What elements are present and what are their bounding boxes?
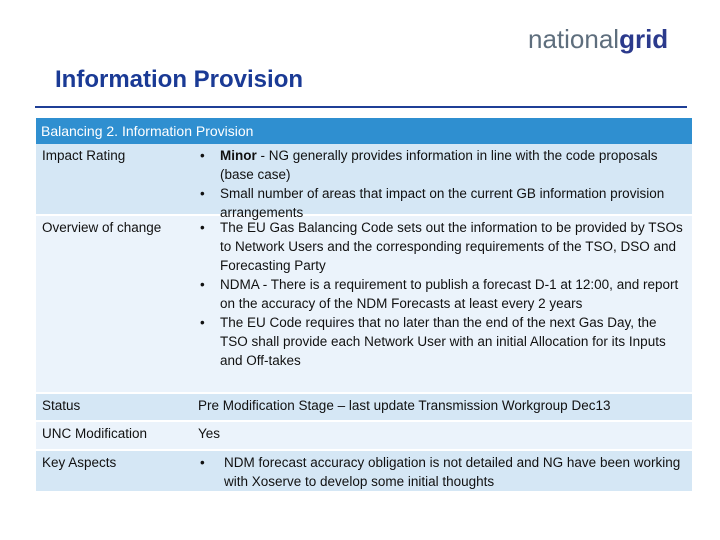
bullet-icon: • — [200, 455, 205, 470]
bullet-item — [196, 313, 686, 370]
bullet-icon: • — [200, 220, 205, 235]
bullet-item — [196, 146, 686, 184]
bullet-text: Small number of areas that impact on the current GB information provision arrangements — [220, 186, 665, 220]
bullet-icon: • — [200, 277, 205, 292]
impact-bullet-list — [196, 146, 686, 222]
table-row-unc-modification — [36, 422, 692, 451]
bullet-strong-text: Minor — [220, 148, 257, 163]
row-label: Overview of change — [42, 220, 162, 235]
national-grid-logo — [528, 24, 688, 55]
bullet-icon: • — [200, 186, 205, 201]
row-label: Status — [42, 398, 81, 413]
row-content — [194, 144, 692, 220]
bullet-text: NDMA - There is a requirement to publish a forecast D-1 at 12:00, and report on the accuracy of the NDM Forecasts at least every 2 years — [220, 277, 679, 311]
bullet-text: - NG generally provides information in line with the code proposals (base case) — [220, 148, 658, 182]
bullet-icon: • — [200, 148, 205, 163]
table-row-key-aspects — [36, 451, 692, 493]
table-row-status — [36, 394, 692, 422]
table-row-overview-of-change — [36, 216, 692, 394]
bullet-text: The EU Code requires that no later than the end of the next Gas Day, the TSO shall provide each Network User with an initial Allocation for its Inputs and Off-takes — [220, 315, 666, 368]
bullet-item — [196, 184, 686, 222]
row-value: Pre Modification Stage – last update Transmission Workgroup Dec13 — [198, 398, 611, 413]
key-aspects-bullet-list — [196, 453, 686, 491]
bullet-text: The EU Gas Balancing Code sets out the information to be provided by TSOs to Network Users and the corresponding requirements of the TSO, DSO and Forecasting Party — [220, 220, 683, 273]
page-title: Information Provision — [55, 66, 304, 93]
bullet-item — [196, 218, 686, 275]
row-label: Impact Rating — [42, 148, 126, 163]
bullet-text: NDM forecast accuracy obligation is not detailed and NG have been working with Xoserve to develop some initial thoughts — [224, 455, 681, 489]
title-divider — [35, 106, 687, 108]
table-header: Balancing 2. Information Provision — [36, 118, 692, 144]
row-label: UNC Modification — [42, 426, 148, 441]
logo-text-national: national — [528, 24, 620, 54]
bullet-icon: • — [200, 315, 205, 330]
bullet-item — [196, 275, 686, 313]
row-content — [194, 451, 692, 491]
bullet-item — [196, 453, 686, 491]
logo-text-grid: grid — [619, 24, 669, 54]
row-content — [194, 216, 692, 392]
overview-bullet-list — [196, 218, 686, 370]
row-label: Key Aspects — [42, 455, 117, 470]
row-value: Yes — [198, 426, 221, 441]
table-row-impact-rating — [36, 144, 692, 220]
information-provision-table — [36, 118, 692, 493]
